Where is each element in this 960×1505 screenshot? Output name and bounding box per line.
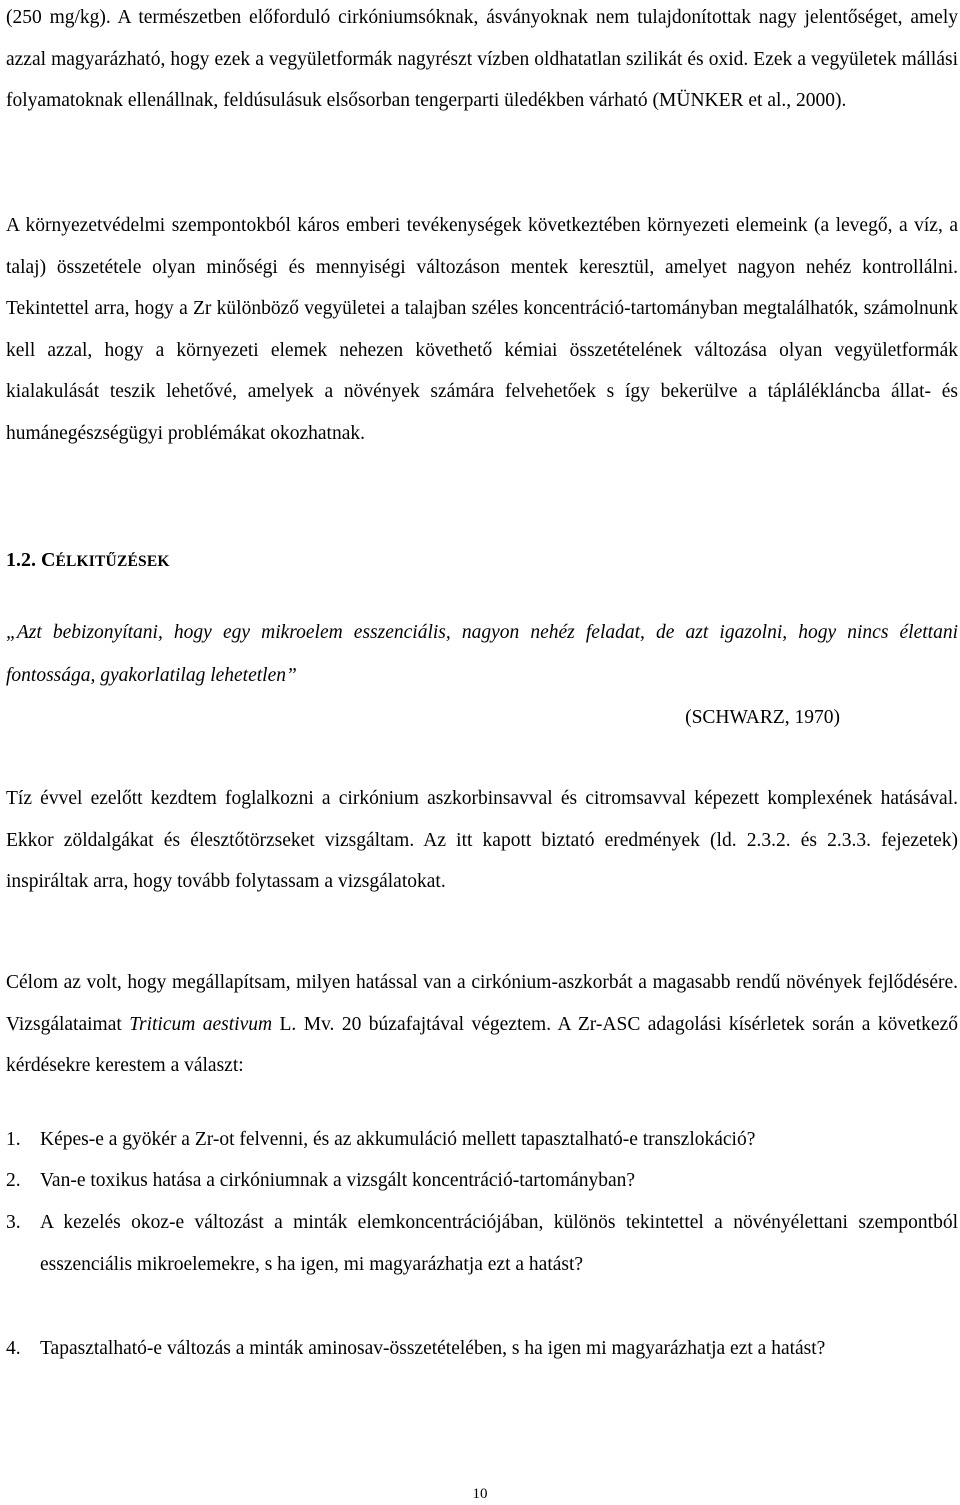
- section-heading: [6, 545, 170, 577]
- section-number: 1.2.: [6, 549, 36, 571]
- paragraph-zirconium-minerals: (250 mg/kg). A természetben előforduló cirkóniumsóknak, ásványoknak nem tulajdonítottak nagy jelentőséget, amely azzal magyarázható, hogy ezek a vegyületformák nagyrészt vízben oldhatatlan szilikát és oxid. Ezek a vegyületek mállási folyamatoknak ellenállnak, feldúsulásuk elsősorban tengerparti üledékben várható (MÜNKER et al., 2000).: [6, 7, 958, 111]
- epigraph-author: (SCHWARZ, 1970): [685, 707, 840, 728]
- list-item: [6, 1119, 958, 1161]
- list-item-text: Képes-e a gyökér a Zr-ot felvenni, és az akkumuláció mellett tapasztalható-e transzlokáció?: [40, 1129, 756, 1150]
- list-item: [6, 1202, 958, 1285]
- list-item: [6, 1160, 958, 1202]
- list-item-text: Van-e toxikus hatása a cirkóniumnak a vizsgált koncentráció-tartományban?: [40, 1170, 636, 1191]
- list-item-number: 3.: [6, 1212, 21, 1233]
- paragraph-background: Tíz évvel ezelőtt kezdtem foglalkozni a cirkónium aszkorbinsavval és citromsavval képezett komplexének hatásával. Ekkor zöldalgákat és élesztőtörzseket vizsgáltam. Az itt kapott biztató eredmények (ld. 2.3.2. és 2.3.3. fejezetek) inspiráltak arra, hogy tovább folytassam a vizsgálatokat.: [6, 788, 958, 892]
- objectives-text-after: L. Mv. 20 búzafajtával végeztem. A Zr-ASC adagolási kísérletek során a következő kérdésekre kerestem a választ:: [6, 1013, 958, 1076]
- paragraph-environmental-protection: A környezetvédelmi szempontokból káros emberi tevékenységek következtében környezeti elemeink (a levegő, a víz, a talaj) összetétele olyan minőségi és mennyiségi változáson mentek keresztül, amelyet nagyon nehéz kontrollálni. Tekintettel arra, hogy a Zr különböző vegyületei a talajban széles koncentráció-tartományban megtalálhatók, számolnunk kell azzal, hogy a környezeti elemek nehezen követhető kémiai összetételének változása olyan vegyületformák kialakulását teszik lehetővé, amelyek a növények számára felvehetőek s így bekerülve a táplálékláncba állat- és humánegészségügyi problémákat okozhatnak.: [6, 215, 958, 444]
- page-number: 10: [472, 1486, 488, 1502]
- section-title-initial: C: [41, 549, 56, 571]
- objectives-text-before: Célom az volt, hogy megállapítsam, milyen hatással van a cirkónium-aszkorbát a magasabb rendű növények fejlődésére. Vizsgálataimat: [6, 972, 958, 1035]
- paragraph-objectives: [6, 962, 958, 1087]
- list-item-text: A kezelés okoz-e változást a minták elemkoncentrációjában, különös tekintettel a növényélettani szempontból esszenciális mikroelemekre, s ha igen, mi magyarázhatja ezt a hatást?: [40, 1212, 958, 1275]
- list-item-number: 2.: [6, 1170, 21, 1191]
- list-item-text: Tapasztalható-e változás a minták aminosav-összetételében, s ha igen mi magyarázhatja ezt a hatást?: [40, 1338, 826, 1359]
- section-title-rest: ÉLKITŰZÉSEK: [55, 553, 170, 570]
- list-item: [6, 1328, 958, 1370]
- list-item-number: 4.: [6, 1338, 21, 1359]
- list-item-number: 1.: [6, 1129, 21, 1150]
- epigraph-quote: „Azt bebizonyítani, hogy egy mikroelem esszenciális, nagyon nehéz feladat, de azt igazolni, hogy nincs élettani fontossága, gyakorlatilag lehetetlen”: [6, 622, 958, 686]
- species-name: Triticum aestivum: [129, 1013, 273, 1035]
